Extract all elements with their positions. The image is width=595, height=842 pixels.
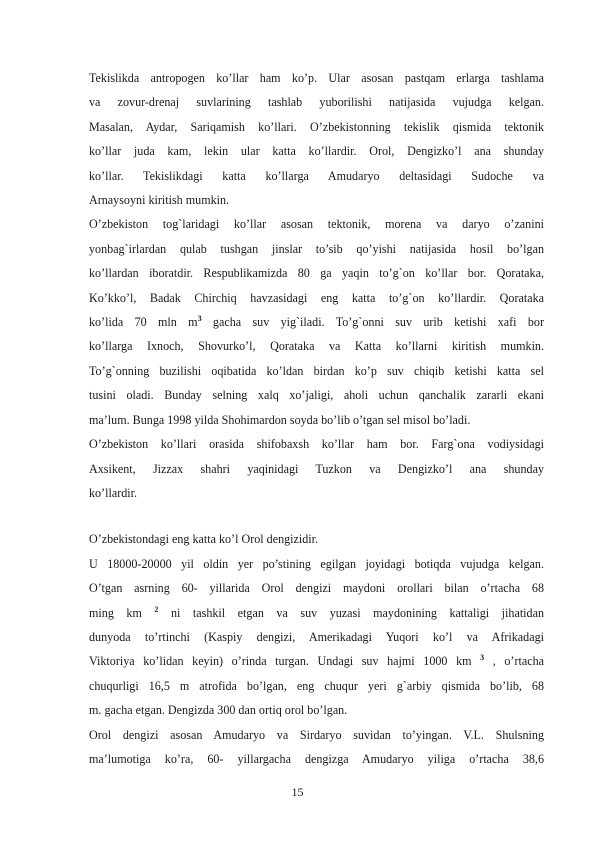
text-line: ko’llardan iboratdir. Respublikamizda 80 ga yaqin to’g`on ko’llar bor. Qorataka, [89, 266, 544, 281]
paragraph-orol-sea [89, 552, 544, 772]
text-line: chuqurligi 16,5 m atrofida bo’lgan, eng chuqur yeri g`arbiy qismida bo’lib, 68 [89, 678, 544, 693]
text-line: ko’lida 70 mln $m^3$ gacha suv yig`iladi. To’g`onni suv urib ketishi xafi bor [89, 314, 544, 330]
page-number: 15 [291, 785, 304, 799]
paragraph-orol-heading [89, 527, 544, 551]
text-line: tusini oladi. Bunday selning xalq xo’jaligi, aholi uchun qanchalik zararli ekani [89, 388, 544, 403]
text-line: yonbag`irlardan qulab tushgan jinslar to’sib qo’yishi natijasida hosil bo’lgan [89, 241, 544, 256]
text-line: O’zbekistondagi eng katta ko’l Orol dengizidir. [89, 532, 319, 547]
text-line: m. gacha etgan. Dengizda 300 dan ortiq orol bo’lgan. [89, 703, 348, 718]
text-line: ko’llar juda kam, lekin ular katta ko’llardir. Orol, Dengizko’l ana shunday [89, 144, 544, 159]
text-line: Axsikent, Jizzax shahri yaqinidagi Tuzkon va Dengizko’l ana shunday [89, 461, 544, 476]
page-body [89, 66, 544, 771]
text-line: dunyoda to’rtinchi (Kaspiy dengizi, Amerikadagi Yuqori ko’l va Afrikadagi [89, 629, 544, 644]
text-line: O’tgan asrning 60- yillarida Orol dengizi maydoni orollari bilan o’rtacha 68 [89, 581, 544, 596]
text-line: va zovur-drenaj suvlarining tashlab yuborilishi natijasida vujudga kelgan. [89, 95, 544, 110]
text-line: ko’llarga Ixnoch, Shovurko’l, Qorataka va Katta ko’llarni kiritish mumkin. [89, 339, 544, 354]
text-line: Orol dengizi asosan Amudaryo va Sirdaryo suvidan to’yingan. V.L. Shulsning [89, 727, 544, 742]
text-line: Tekislikda antropogen ko’llar ham ko’p. Ular asosan pastqam erlarga tashlama [89, 71, 544, 85]
text-line: Viktoriya ko’lidan keyin) o’rinda turgan. Undagi suv hajmi 1000 km $^3$ , o’rtacha [89, 653, 544, 669]
text-line: O’zbekiston tog`laridagi ko’llar asosan tektonik, morena va daryo o’zanini [89, 217, 544, 232]
paragraph-spacer [89, 505, 544, 527]
text-line: ma’lumotiga ko’ra, 60- yillargacha dengizga Amudaryo yiliga o’rtacha 38,6 [89, 751, 544, 766]
paragraph-antropogen-lakes [89, 66, 544, 212]
paragraph-mountain-lakes [89, 212, 544, 432]
text-line: O’zbekiston ko’llari orasida shifobaxsh ko’llar ham bor. Farg`ona vodiysidagi [89, 437, 544, 452]
paragraph-healing-lakes [89, 432, 544, 505]
text-line: ko’llar. Tekislikdagi katta ko’llarga Amudaryo deltasidagi Sudoche va [89, 168, 544, 183]
superscript-exponent: 3 [480, 653, 485, 663]
text-line: ming km $^2$ ni tashkil etgan va suv yuzasi maydonining kattaligi jihatidan [89, 604, 544, 620]
text-line: ma’lum. Bunga 1998 yilda Shohimardon soyda bo’lib o’tgan sel misol bo’ladi. [89, 412, 471, 427]
text-line: U 18000-20000 yil oldin yer po’stining egilgan joyidagi botiqda vujudga kelgan. [89, 556, 544, 571]
text-line: Arnaysoyni kiritish mumkin. [89, 193, 230, 208]
superscript-exponent: 2 [154, 604, 159, 614]
text-line: To’g`onning buzilishi oqibatida ko’ldan birdan ko’p suv chiqib ketishi katta sel [89, 363, 544, 378]
text-line: ko’llardir. [89, 485, 138, 500]
text-line: Ko’kko’l, Badak Chirchiq havzasidagi eng katta to’g`on ko’llardir. Qorataka [89, 290, 544, 305]
text-line: Masalan, Aydar, Sariqamish ko’llari. O’zbekistonning tekislik qismida tektonik [89, 119, 544, 134]
superscript-exponent: 3 [197, 314, 202, 324]
